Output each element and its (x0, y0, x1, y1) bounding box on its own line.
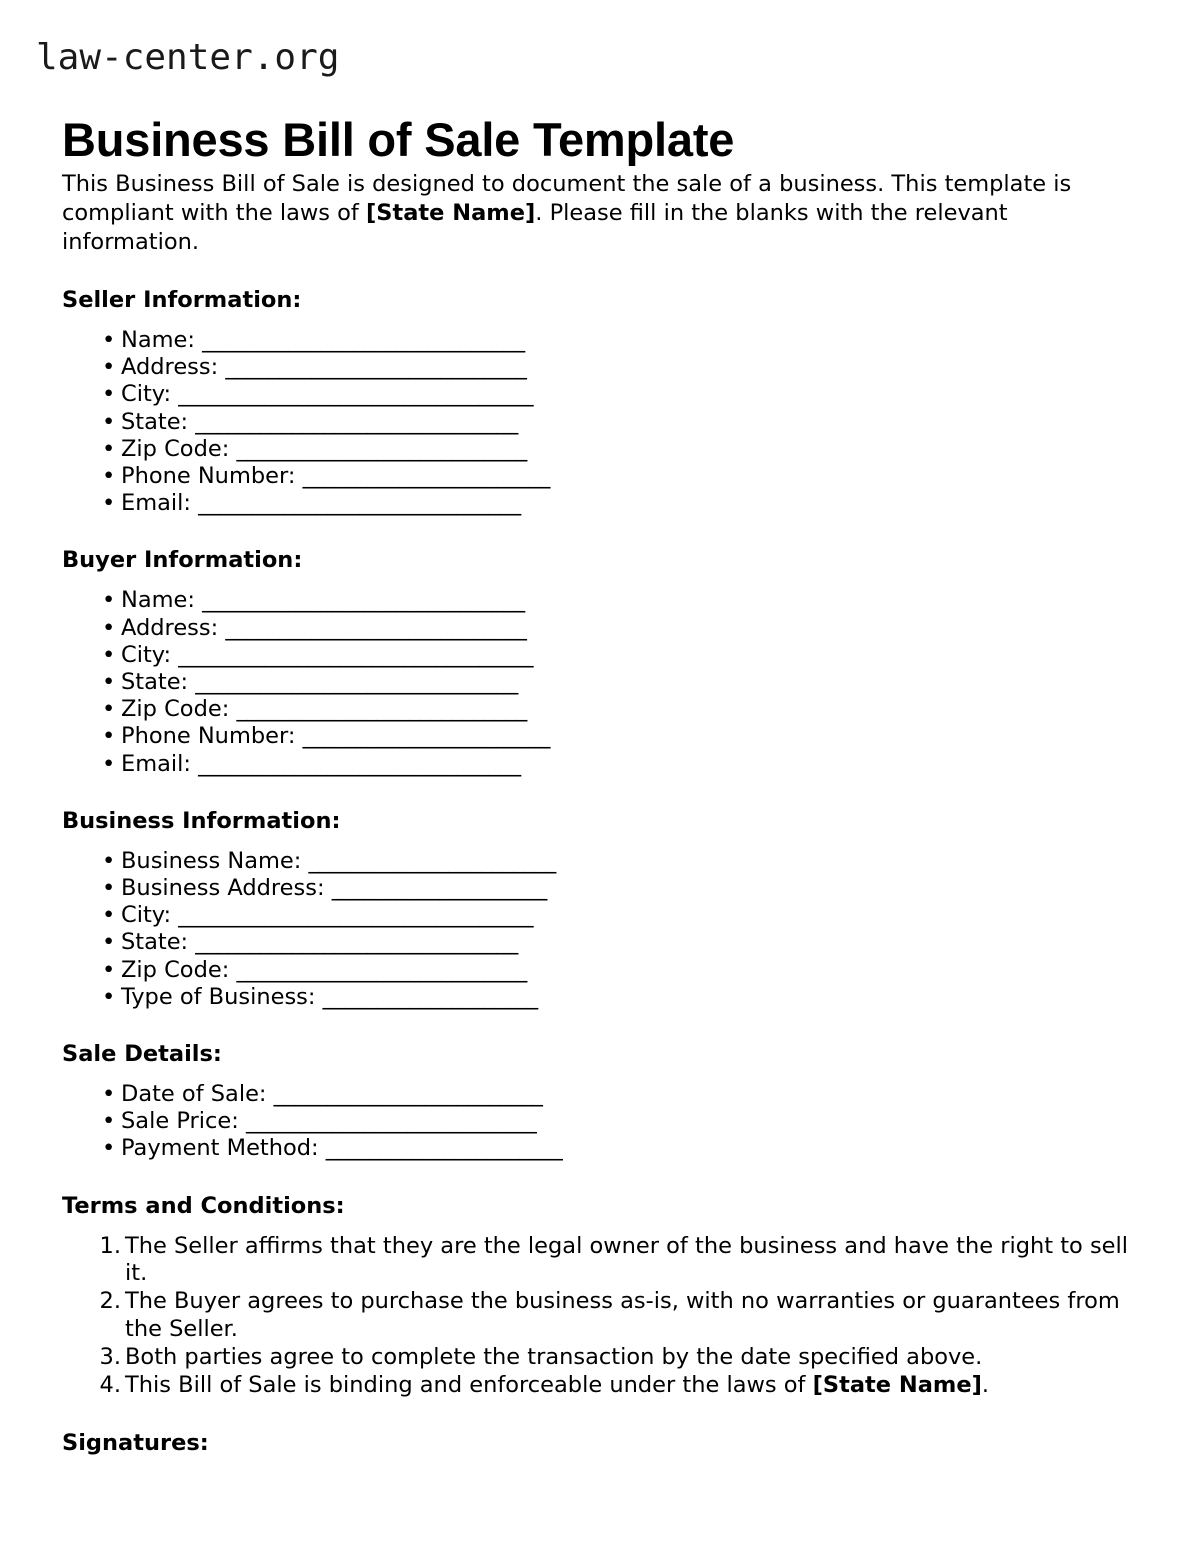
field-blank[interactable]: ______________________________ (195, 669, 518, 696)
field-blank[interactable]: _______________________ (308, 847, 556, 874)
field-label: Zip Code: (121, 435, 237, 462)
intro-text-part-1: This Business Bill of Sale is designed to document the sale of a business. This template is compliant with the laws of (62, 171, 1072, 226)
list-item (62, 669, 1130, 696)
terms-list (62, 1233, 1130, 1400)
intro-paragraph (62, 170, 1130, 257)
term-text: The Buyer agrees to purchase the business as-is, with no warranties or guarantees from the Seller. (125, 1288, 1120, 1343)
term-text: The Seller affirms that they are the legal owner of the business and have the right to sell it. (125, 1232, 1129, 1287)
list-item (62, 587, 1130, 614)
list-item (62, 929, 1130, 956)
field-blank[interactable]: ____________________ (322, 983, 538, 1010)
section-heading-terms: Terms and Conditions: (62, 1192, 345, 1219)
list-item (62, 902, 1130, 929)
list-item (62, 848, 1130, 875)
list-item (62, 984, 1130, 1011)
list-item (62, 463, 1130, 490)
field-blank[interactable]: ______________________________ (202, 587, 525, 614)
site-brand: law-center.org (36, 37, 340, 78)
field-label: Phone Number: (121, 463, 303, 490)
field-list-seller (62, 327, 1130, 517)
intro-text-part-2: . Please fill in the blanks with the relevant information. (62, 200, 1008, 255)
field-blank[interactable]: _________________________________ (178, 902, 533, 929)
field-label: City: (121, 381, 179, 408)
field-blank[interactable]: ___________________________ (236, 956, 527, 983)
field-blank[interactable]: ______________________________ (202, 327, 525, 353)
field-blank[interactable]: ______________________________ (195, 408, 518, 435)
field-blank[interactable]: ______________________________ (198, 490, 521, 517)
list-item (62, 696, 1130, 723)
field-blank[interactable]: ______________________________ (195, 929, 518, 956)
field-blank[interactable]: ____________________________ (225, 354, 527, 381)
field-blank[interactable]: _________________________________ (178, 641, 533, 668)
field-label: Name: (121, 327, 203, 353)
term-text: Both parties agree to complete the transaction by the date specified above. (125, 1343, 983, 1370)
term-text-before: This Bill of Sale is binding and enforceable under the laws of (125, 1371, 813, 1398)
field-label: Zip Code: (121, 696, 237, 723)
field-label: Phone Number: (121, 723, 303, 750)
section-heading-seller: Seller Information: (62, 287, 302, 313)
field-blank[interactable]: ___________________________ (245, 1108, 537, 1135)
list-item (62, 1108, 1130, 1135)
field-label: City: (121, 902, 179, 929)
field-label: Business Address: (121, 875, 332, 902)
list-item (62, 723, 1130, 750)
field-blank[interactable]: ______________________ (325, 1135, 563, 1162)
list-item (62, 1344, 1130, 1372)
field-label: Email: (121, 750, 199, 777)
list-item (62, 615, 1130, 642)
list-item (62, 1233, 1130, 1289)
list-item (62, 409, 1130, 436)
field-blank[interactable]: ___________________________ (236, 435, 527, 462)
section-heading-signatures: Signatures: (62, 1430, 209, 1457)
list-item (62, 354, 1130, 381)
page-title: Business Bill of Sale Template (62, 113, 735, 167)
document-body (62, 170, 1130, 1457)
term-state-placeholder: [State Name] (812, 1371, 982, 1398)
list-item (62, 436, 1130, 463)
field-label: Date of Sale: (121, 1081, 274, 1108)
list-item (62, 957, 1130, 984)
list-item (62, 490, 1130, 517)
field-blank[interactable]: _______________________ (302, 723, 550, 750)
field-label: Zip Code: (121, 956, 237, 983)
list-item (62, 381, 1130, 408)
list-item (62, 751, 1130, 778)
field-blank[interactable]: _______________________ (302, 463, 550, 490)
list-item (62, 642, 1130, 669)
field-label: Business Name: (121, 847, 309, 874)
section-heading-buyer: Buyer Information: (62, 547, 303, 574)
field-blank[interactable]: _________________________________ (178, 381, 533, 408)
section-heading-business: Business Information: (62, 807, 341, 834)
field-list-sale-details (62, 1081, 1130, 1163)
field-blank[interactable]: ____________________________ (225, 614, 527, 641)
intro-state-placeholder: [State Name] (365, 200, 536, 226)
list-item (62, 1288, 1130, 1344)
field-label: Payment Method: (121, 1135, 326, 1162)
list-item (62, 1372, 1130, 1400)
field-label: Address: (121, 614, 226, 641)
field-label: Email: (121, 490, 199, 517)
field-label: State: (121, 669, 196, 696)
term-text-after: . (981, 1371, 990, 1398)
list-item (62, 875, 1130, 902)
field-label: City: (121, 641, 179, 668)
field-label: State: (121, 408, 196, 435)
field-blank[interactable]: _________________________ (273, 1081, 543, 1108)
field-label: State: (121, 929, 196, 956)
list-item (62, 327, 1130, 354)
field-blank[interactable]: ______________________________ (198, 750, 521, 777)
list-item (62, 1081, 1130, 1108)
list-item (62, 1135, 1130, 1162)
field-label: Address: (121, 354, 226, 381)
field-list-buyer (62, 587, 1130, 777)
section-heading-sale-details: Sale Details: (62, 1041, 222, 1068)
field-label: Type of Business: (121, 983, 323, 1010)
field-label: Sale Price: (121, 1108, 246, 1135)
field-label: Name: (121, 587, 203, 614)
field-list-business (62, 848, 1130, 1011)
field-blank[interactable]: ____________________ (331, 875, 547, 902)
field-blank[interactable]: ___________________________ (236, 696, 527, 723)
